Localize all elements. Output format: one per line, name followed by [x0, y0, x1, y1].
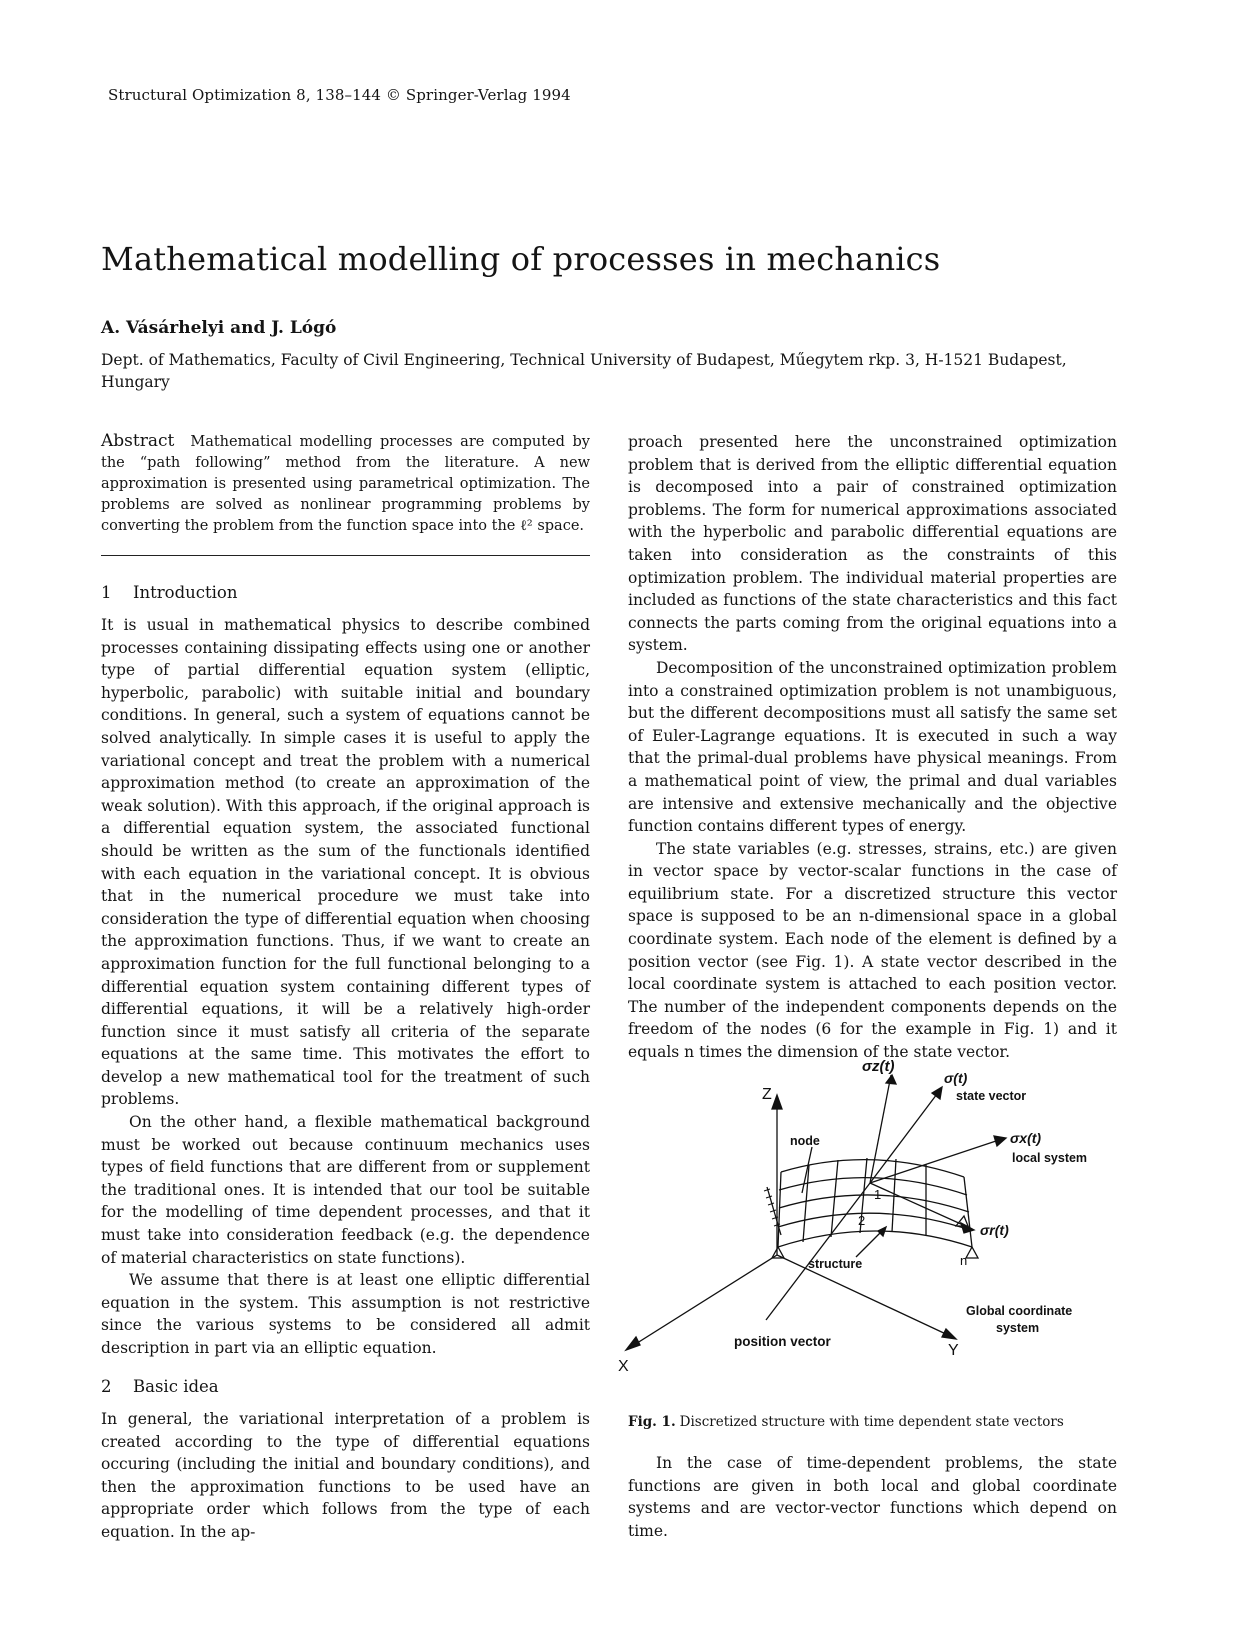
section-heading-basic-idea — [101, 1377, 219, 1396]
paragraph: Decomposition of the unconstrained optimization problem into a constrained optimization problem is not unambiguous, but the different decompositions must all satisfy the same set of Euler-Lagrange equations. It is executed in such a way that the primal-dual problems have physical meanings. From a mathematical point of view, the primal and dual variables are intensive and extensive mechanically and the objective function contains different types of energy. — [628, 658, 1117, 836]
section-title: Basic idea — [133, 1377, 219, 1396]
paragraph: It is usual in mathematical physics to describe combined processes containing dissipating effects using one or another type of partial differential equation system (elliptic, hyperbolic, parabolic) with suitable initial and boundary conditions. In general, such a system of equations cannot be solved analytically. In simple cases it is useful to apply the variational concept and treat the problem with a numerical approximation method (to create an approximation of the weak solution). With this approach, if the original approach is a differential equation system, the associated functional should be written as the sum of the functionals identified with each equation in the variational concept. It is obvious that in the numerical procedure we must take into consideration the type of differential equation when choosing the approximation functions. Thus, if we want to create an approximation function for the full functional belonging to a differential equation system containing different types of differential equations, it will be a relatively high-order function since it must satisfy all criteria of the separate equations at the same time. This motivates the effort to develop a new mathematical tool for the treatment of such problems. — [101, 616, 590, 1109]
z-axis-label: Z — [762, 1086, 772, 1103]
figure-caption-label: Fig. 1. — [628, 1414, 676, 1430]
sigma-label: σ(t) — [944, 1070, 968, 1086]
global-coordinate-label: Global coordinate — [966, 1304, 1073, 1318]
basic-idea-body — [101, 1408, 590, 1544]
introduction-body — [101, 614, 590, 1360]
node-n-label: n — [960, 1253, 968, 1268]
paragraph: We assume that there is at least one elliptic differential equation in the system. This assumption is not restrictive since the various systems to be considered all admit description in part via an elliptic equation. — [101, 1271, 590, 1357]
journal-citation: Structural Optimization 8, 138–144 © Springer-Verlag 1994 — [108, 86, 571, 104]
position-vector-label: position vector — [734, 1334, 831, 1349]
z-axis-arrow — [772, 1095, 782, 1109]
section-number: 1 — [101, 583, 112, 602]
x-axis-arrow — [626, 1337, 640, 1350]
figure-1-diagram — [618, 1058, 1126, 1411]
paragraph: The state variables (e.g. stresses, strains, etc.) are given in vector space by vector-scalar functions in the case of equilibrium state. For a discretized structure this vector space is supposed to be an n-dimensional space in a global coordinate system. Each node of the element is defined by a position vector (see Fig. 1). A state vector described in the local coordinate system is attached to each position vector. The number of the independent components depends on the freedom of the nodes (6 for the example in Fig. 1) and it equals n times the dimension of the state vector. — [628, 839, 1117, 1062]
global-system-label: system — [996, 1321, 1040, 1335]
authors: A. Vásárhelyi and J. Lógó — [101, 318, 337, 338]
local-system-label: local system — [1012, 1151, 1088, 1165]
paragraph: In general, the variational interpretation of a problem is created according to the type of differential equations occuring (including the initial and boundary conditions), and then the approximation functions to be used have an appropriate order which follows from the type of each equation. In the ap- — [101, 1410, 590, 1541]
abstract-divider — [101, 555, 590, 556]
figure-caption — [628, 1414, 1064, 1430]
section-title: Introduction — [133, 583, 238, 602]
y-axis-arrow — [942, 1329, 956, 1339]
figure-caption-text: Discretized structure with time dependent state vectors — [679, 1414, 1064, 1430]
structure-bottom-edge — [778, 1231, 972, 1247]
paper-title: Mathematical modelling of processes in mechanics — [101, 240, 941, 278]
node-1-label: 1 — [874, 1187, 882, 1202]
right-column-body — [628, 431, 1117, 1064]
position-vector-line — [766, 1183, 870, 1320]
right-column-continuation — [628, 1452, 1117, 1542]
sigma-r-label: σr(t) — [980, 1222, 1009, 1238]
x-axis-label: X — [618, 1358, 629, 1375]
abstract — [101, 431, 590, 537]
section-heading-introduction — [101, 583, 238, 602]
state-vector-label: state vector — [956, 1089, 1027, 1103]
paragraph: proach presented here the unconstrained optimization problem that is derived from the elliptic differential equation is decomposed into a pair of constrained optimization problems. The form for numerical approximations associated with the hyperbolic and parabolic differential equations are taken into consideration as the constraints of this optimization problem. The individual material properties are included as functions of the state characteristics and this fact connects the parts coming from the original equations into a system. — [628, 433, 1117, 655]
structure-label: structure — [808, 1257, 863, 1271]
affiliation: Dept. of Mathematics, Faculty of Civil Engineering, Technical University of Budapest, Műegytem rkp. 3, H-1521 Budapest, Hungary — [101, 351, 1067, 391]
y-axis-label: Y — [948, 1342, 959, 1359]
paragraph: On the other hand, a flexible mathematical background must be worked out because continuum mechanics uses types of field functions that are different from or supplement the traditional ones. It is intended that our tool be suitable for the modelling of time dependent processes, and that it must take into consideration feedback (e.g. the dependence of material characteristics on state functions). — [101, 1113, 590, 1267]
section-number: 2 — [101, 1377, 112, 1396]
node-label: node — [790, 1134, 820, 1148]
y-axis-line — [777, 1255, 948, 1335]
sigma-x-label: σx(t) — [1010, 1130, 1042, 1146]
sigma-z-label: σz(t) — [862, 1058, 895, 1075]
abstract-heading: Abstract — [101, 431, 175, 451]
abstract-text: Mathematical modelling processes are computed by the “path following” method from the literature. A new approximation is presented using parametrical optimization. The problems are solved as nonlinear programming problems by converting the problem from the function space into the ℓ² space. — [101, 434, 590, 534]
node-2-label: 2 — [858, 1213, 866, 1228]
paragraph: In the case of time-dependent problems, the state functions are given in both local and global coordinate systems and are vector-vector functions which depend on time. — [628, 1454, 1117, 1540]
